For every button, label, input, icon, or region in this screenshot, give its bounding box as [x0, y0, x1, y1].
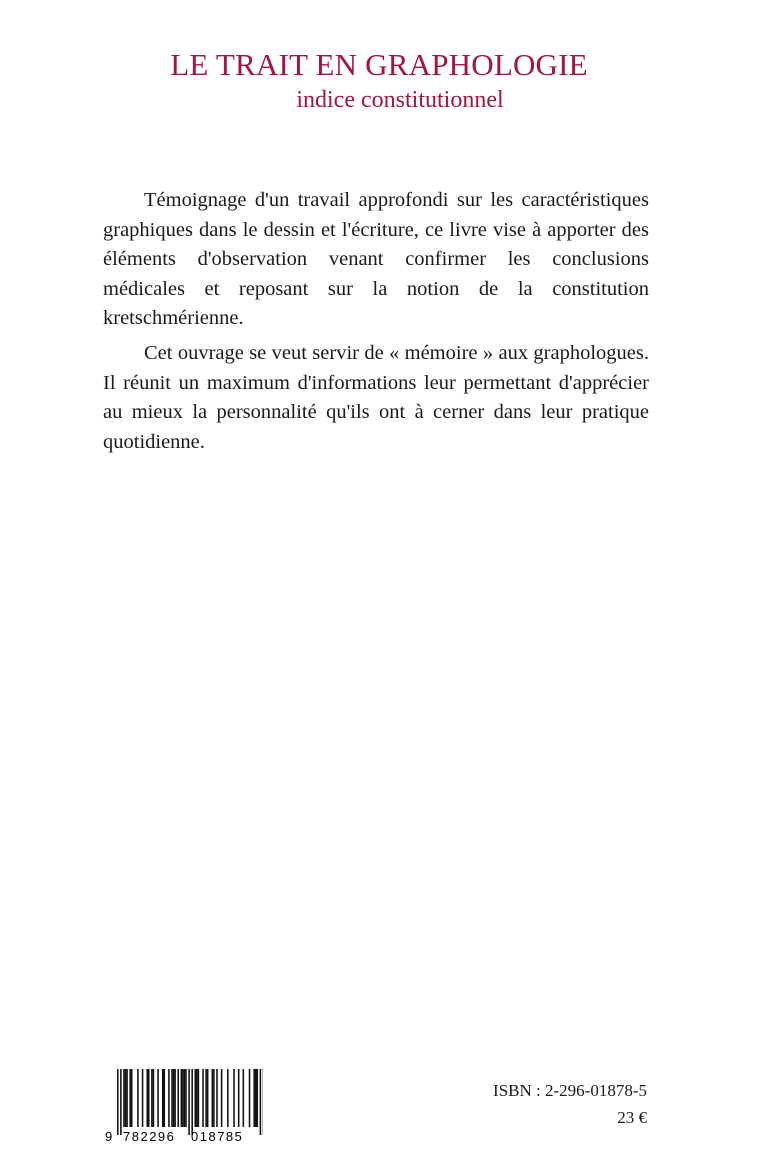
barcode-bar — [205, 1069, 207, 1127]
barcode-bar — [181, 1069, 183, 1127]
barcode-bar — [227, 1069, 229, 1127]
barcode-bar — [168, 1069, 170, 1127]
barcode-bar — [233, 1069, 235, 1127]
barcode-bar — [129, 1069, 131, 1127]
barcode-bar — [184, 1069, 186, 1127]
description-paragraph-2: Cet ouvrage se veut servir de « mémoire » aux graphologues. Il réunit un maximum d'informations leur permettant d'apprécier au mieux la personnalité qu'ils ont à cerner dans leur pratique quotidienne. — [103, 342, 649, 453]
barcode-bar — [131, 1069, 133, 1127]
book-subtitle: indice constitutionnel — [296, 87, 504, 113]
barcode-bar — [213, 1069, 215, 1127]
isbn-text: ISBN : 2-296-01878-5 — [493, 1081, 647, 1100]
barcode-bar — [148, 1069, 150, 1127]
barcode-bar — [195, 1069, 197, 1127]
barcode-bar — [216, 1069, 218, 1127]
price-text: 23 € — [617, 1108, 647, 1127]
barcode-left-digits: 782296 — [123, 1129, 176, 1143]
barcode-bar — [171, 1069, 173, 1127]
description-paragraph-1: Témoignage d'un travail approfondi sur les caractéristiques graphiques dans le dessin et l'écriture, ce livre vise à apporter des éléments d'observation venant confirmer les conclusions médicales et reposant sur la notion de la constitution kretschmérienne. — [103, 189, 649, 329]
barcode-bar — [202, 1069, 204, 1127]
barcode-bar — [238, 1069, 240, 1127]
barcode-bar — [117, 1069, 119, 1135]
barcode-bar — [151, 1069, 153, 1127]
barcode-bar — [120, 1069, 122, 1135]
barcode-bar — [164, 1069, 166, 1127]
barcode-bar — [257, 1069, 259, 1127]
barcode-right-digits: 018785 — [191, 1129, 244, 1143]
barcode-bar — [146, 1069, 148, 1127]
barcode-bar — [198, 1069, 200, 1127]
barcode-bar — [255, 1069, 257, 1127]
barcode-bar — [157, 1069, 159, 1127]
barcode-bar — [123, 1069, 125, 1127]
barcode-bar — [207, 1069, 209, 1127]
barcode-bar — [212, 1069, 214, 1127]
barcode-bar — [174, 1069, 176, 1127]
barcode-bar — [162, 1069, 164, 1127]
barcode-bar — [191, 1069, 193, 1135]
barcode-bar — [125, 1069, 127, 1127]
barcode-bar — [153, 1069, 155, 1127]
barcode-bar — [173, 1069, 175, 1127]
barcode-bar — [253, 1069, 255, 1127]
book-title: LE TRAIT EN GRAPHOLOGIE — [170, 47, 588, 82]
barcode-bar — [188, 1069, 190, 1135]
barcode-bars — [117, 1069, 263, 1135]
barcode-bar — [221, 1069, 223, 1127]
barcode-bar — [137, 1069, 139, 1127]
barcode-bar — [249, 1069, 251, 1127]
barcode-bar — [196, 1069, 198, 1127]
barcode-bar — [182, 1069, 184, 1127]
barcode-bar — [243, 1069, 245, 1127]
barcode-bar — [126, 1069, 128, 1127]
barcode-bar — [142, 1069, 144, 1127]
barcode-first-digit: 9 — [105, 1129, 113, 1143]
barcode — [103, 1067, 263, 1143]
barcode-bar — [177, 1069, 179, 1127]
barcode-bar — [185, 1069, 187, 1127]
barcode-bar — [260, 1069, 262, 1135]
